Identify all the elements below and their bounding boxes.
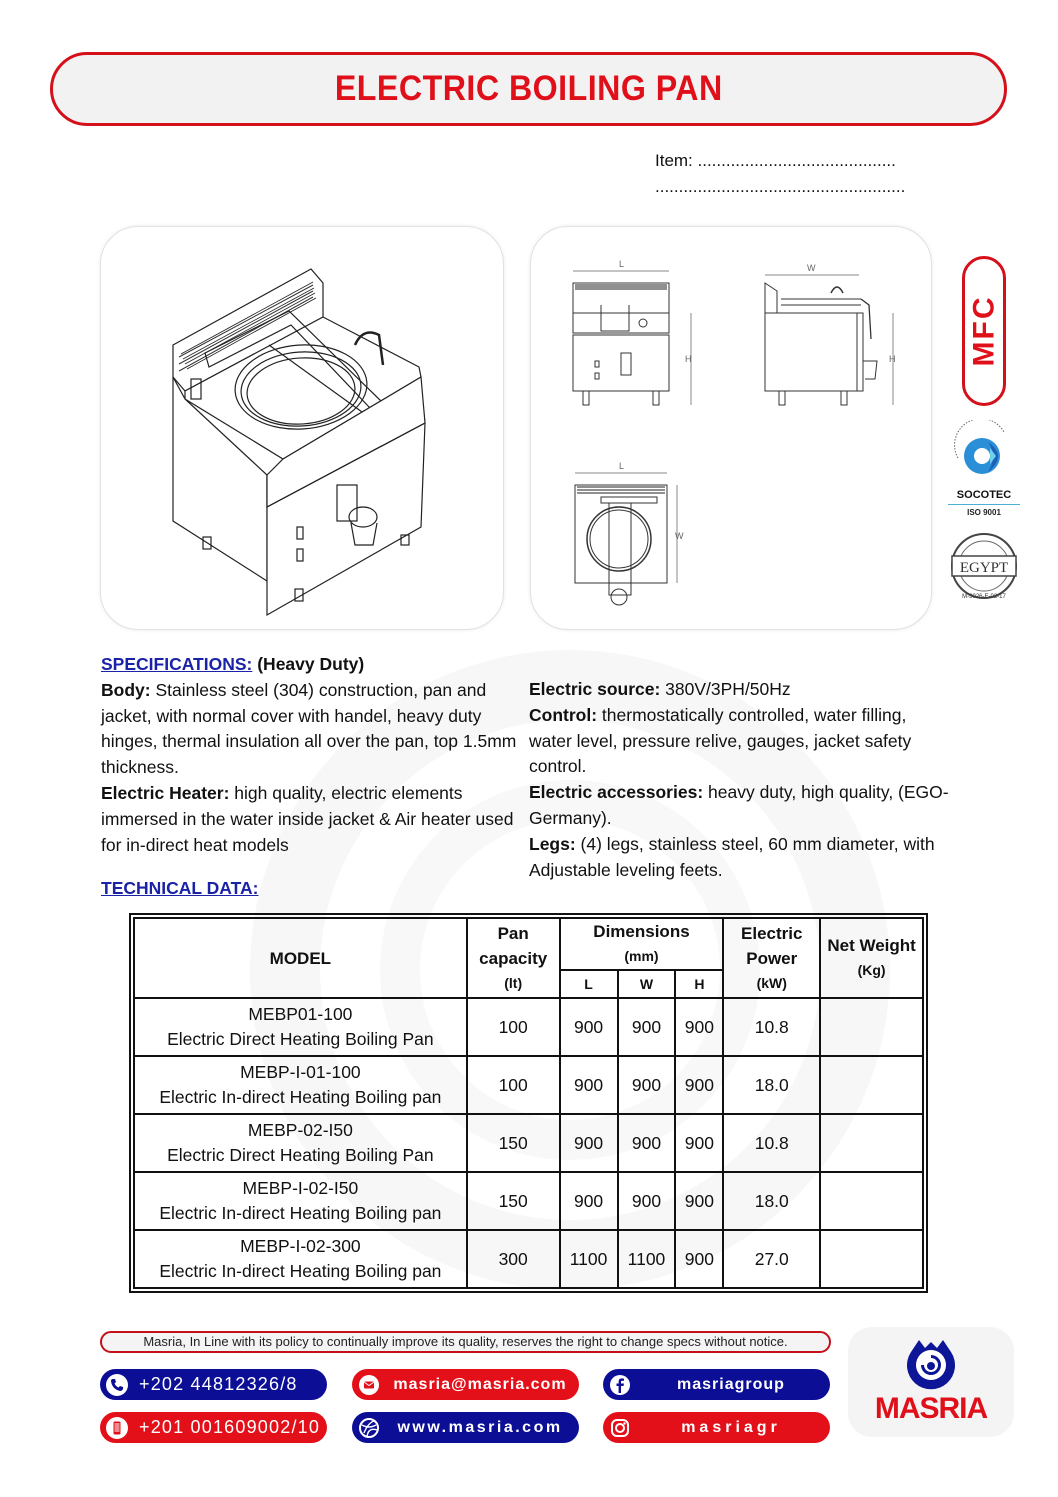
model-cell: [134, 998, 467, 1056]
capacity-cell: 300: [467, 1230, 560, 1288]
made-in-egypt-seal: [946, 528, 1022, 604]
specifications-heading: SPECIFICATIONS:: [101, 654, 253, 674]
height-cell: 900: [675, 1230, 723, 1288]
table-row: [134, 1230, 923, 1288]
boiling-pan-dimension-drawings: [531, 227, 932, 630]
capacity-cell: 150: [467, 1172, 560, 1230]
height-cell: 900: [675, 1114, 723, 1172]
power-cell: 27.0: [723, 1230, 820, 1288]
disclaimer: Masria, In Line with its policy to continually improve its quality, reserves the right to change specs without notice.: [100, 1331, 831, 1353]
power-cell: 18.0: [723, 1172, 820, 1230]
header-l: L: [560, 970, 618, 998]
width-cell: 900: [618, 1056, 676, 1114]
website-pill[interactable]: [352, 1412, 579, 1443]
power-cell: 10.8: [723, 998, 820, 1056]
spec-text: Stainless steel (304) construction, pan and jacket, with normal cover with handel, heavy duty hinges, thermal insulation all over the pan, top 1.5mm thickness.: [101, 679, 517, 778]
mfc-badge: [962, 256, 1006, 406]
egypt-text: EGYPT: [959, 560, 1009, 576]
spec-label: Control:: [529, 704, 598, 725]
model-name: Electric Direct Heating Boiling Pan: [167, 1145, 434, 1165]
specifications-heading-row: [101, 652, 521, 678]
facebook-icon: [608, 1373, 632, 1397]
model-code: MEBP-I-02-I50: [242, 1178, 359, 1198]
header-weight-unit: (Kg): [857, 962, 886, 978]
front-view: [573, 259, 692, 405]
spec-item-source: [529, 677, 949, 703]
phone-pill[interactable]: [100, 1369, 327, 1400]
length-cell: 900: [560, 1172, 618, 1230]
top-dim-w: W: [675, 531, 684, 541]
width-cell: 900: [618, 1172, 676, 1230]
header-power-label: Electric Power: [741, 923, 803, 968]
boiling-pan-isometric-drawing: [101, 227, 504, 630]
length-cell: 900: [560, 998, 618, 1056]
header-weight: [820, 918, 923, 998]
power-cell: 18.0: [723, 1056, 820, 1114]
spec-label: Electric source:: [529, 679, 661, 699]
length-cell: 900: [560, 1056, 618, 1114]
spec-label: Electric accessories:: [529, 782, 704, 803]
page-title: ELECTRIC BOILING PAN: [334, 69, 723, 108]
side-dim-w: W: [807, 263, 816, 273]
iso-label: ISO 9001: [967, 508, 1001, 517]
egypt-code: M-3026-E-02-17: [962, 594, 1006, 600]
width-cell: 1100: [618, 1230, 676, 1288]
specifications-right: [529, 677, 949, 883]
socotec-divider: [948, 504, 1020, 505]
weight-cell: [820, 1230, 923, 1288]
height-cell: 900: [675, 998, 723, 1056]
header-capacity-unit: (lt): [504, 974, 523, 991]
phone-number: +202 44812326/8: [139, 1374, 298, 1394]
item-line-2: .....................................................: [655, 177, 906, 196]
technical-data-body: [134, 998, 923, 1288]
header-dimensions-unit: (mm): [624, 948, 659, 964]
model-cell: [134, 1172, 467, 1230]
socotec-logo-icon: [944, 420, 1024, 482]
model-cell: [134, 1230, 467, 1288]
header-capacity-label: Pan capacity: [479, 923, 548, 968]
spec-item-control: [529, 703, 949, 780]
model-code: MEBP01-100: [248, 1004, 353, 1024]
top-dim-l: L: [619, 461, 625, 471]
socotec-certification: [944, 420, 1024, 520]
spec-item-accessories: [529, 780, 949, 832]
table-row: [134, 1172, 923, 1230]
capacity-cell: 150: [467, 1114, 560, 1172]
spec-text: (4) legs, stainless steel, 60 mm diameter, with Adjustable leveling feets.: [529, 833, 935, 880]
weight-cell: [820, 1056, 923, 1114]
header-capacity: [467, 918, 560, 998]
email-icon: [357, 1373, 381, 1397]
email-pill[interactable]: [352, 1369, 579, 1400]
spec-item-body: [101, 678, 521, 781]
mobile-phone-icon: [105, 1416, 129, 1440]
model-code: MEBP-02-I50: [247, 1120, 353, 1140]
width-cell: 900: [618, 998, 676, 1056]
model-name: Electric In-direct Heating Boiling pan: [159, 1203, 442, 1223]
header-w: W: [618, 970, 676, 998]
width-cell: 900: [618, 1114, 676, 1172]
model-name: Electric In-direct Heating Boiling pan: [159, 1087, 442, 1107]
spec-item-heater: [101, 781, 521, 858]
technical-data-heading: TECHNICAL DATA:: [101, 878, 259, 898]
table-row: [134, 998, 923, 1056]
weight-cell: [820, 1172, 923, 1230]
mobile-number: +201 001609002/10: [139, 1417, 321, 1437]
title-banner: [50, 52, 1007, 126]
header-power-unit: (kW): [756, 974, 787, 991]
spec-text: high quality, electric elements immersed in the water inside jacket & Air heater used for in-direct heat models: [101, 782, 514, 855]
header-model: MODEL: [134, 918, 467, 998]
model-code: MEBP-I-01-100: [240, 1062, 361, 1082]
spec-text: heavy duty, high quality, (EGO-Germany).: [529, 782, 949, 828]
item-label: Item: ..........................................: [655, 151, 896, 170]
power-cell: 10.8: [723, 1114, 820, 1172]
capacity-cell: 100: [467, 1056, 560, 1114]
email-address: masria@masria.com: [393, 1375, 567, 1393]
masria-logo: [848, 1327, 1014, 1437]
spec-item-legs: [529, 832, 949, 884]
model-cell: [134, 1114, 467, 1172]
capacity-cell: 100: [467, 998, 560, 1056]
spec-label: Electric Heater:: [101, 782, 230, 803]
mfc-label: MFC: [967, 295, 1001, 367]
model-cell: [134, 1056, 467, 1114]
website-url: www.masria.com: [397, 1418, 563, 1436]
model-name: Electric Direct Heating Boiling Pan: [167, 1029, 434, 1049]
item-field: [655, 148, 905, 200]
masria-emblem-icon: [903, 1338, 959, 1390]
masria-wordmark: MASRIA: [874, 1392, 988, 1425]
table-row: [134, 1056, 923, 1114]
spec-label: Legs:: [529, 833, 576, 854]
isometric-image-card: [100, 226, 504, 630]
spec-text: thermostatically controlled, water filling, water level, pressure relive, gauges, jacket safety control.: [529, 704, 912, 777]
facebook-pill[interactable]: [603, 1369, 830, 1400]
specifications-note: (Heavy Duty): [257, 654, 365, 674]
front-dim-l: L: [619, 259, 625, 269]
side-dim-h: H: [889, 354, 896, 364]
socotec-text: SOCOTEC: [956, 489, 1012, 501]
spec-text: 380V/3PH/50Hz: [660, 679, 791, 699]
table-row: [134, 1114, 923, 1172]
top-view: [575, 461, 684, 605]
side-view: [765, 263, 896, 405]
mobile-pill[interactable]: [100, 1412, 327, 1443]
instagram-pill[interactable]: [603, 1412, 830, 1443]
header-h: H: [675, 970, 723, 998]
globe-icon: [357, 1416, 381, 1440]
height-cell: 900: [675, 1056, 723, 1114]
header-power: [723, 918, 820, 998]
spec-label: Body:: [101, 679, 151, 700]
header-weight-label: Net Weight: [827, 936, 916, 955]
weight-cell: [820, 1114, 923, 1172]
model-name: Electric In-direct Heating Boiling pan: [159, 1261, 442, 1281]
instagram-handle: masriagr: [681, 1418, 781, 1436]
phone-icon: [105, 1373, 129, 1397]
facebook-handle: masriagroup: [677, 1375, 785, 1393]
length-cell: 900: [560, 1114, 618, 1172]
instagram-icon: [608, 1416, 632, 1440]
model-code: MEBP-I-02-300: [240, 1236, 361, 1256]
header-dimensions-label: Dimensions: [593, 922, 690, 941]
length-cell: 1100: [560, 1230, 618, 1288]
specifications-left: [101, 652, 521, 858]
header-dimensions: [560, 918, 724, 970]
weight-cell: [820, 998, 923, 1056]
front-dim-h: H: [685, 354, 692, 364]
height-cell: 900: [675, 1172, 723, 1230]
technical-data-table: [133, 917, 924, 1289]
dimension-views-card: [530, 226, 932, 630]
